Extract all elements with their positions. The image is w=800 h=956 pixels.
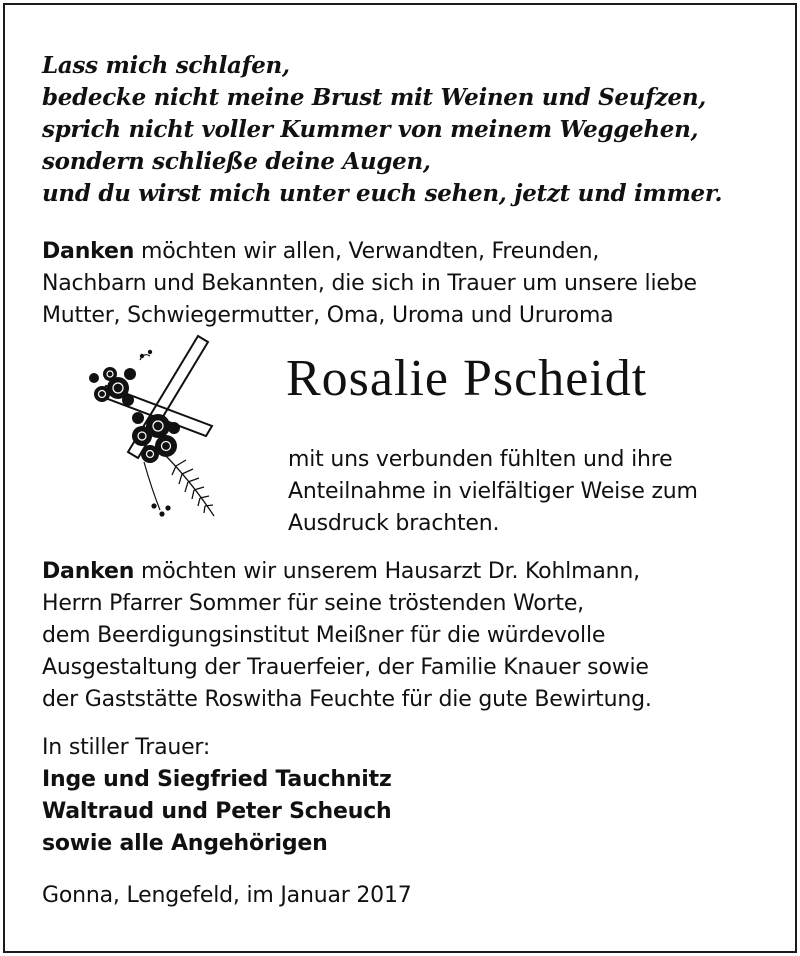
intro-line: Mutter, Schwiegermutter, Oma, Uroma und Ururoma	[42, 303, 614, 328]
mourners-block	[42, 732, 392, 860]
thanks-line: dem Beerdigungsinstitut Meißner für die würdevolle	[42, 623, 606, 648]
intro-line-text: möchten wir allen, Verwandten, Freunden,	[134, 239, 600, 264]
thanks-lead: Danken	[42, 559, 135, 584]
mid-line: Ausdruck brachten.	[288, 511, 500, 536]
mourner-name: Waltraud und Peter Scheuch	[42, 799, 392, 824]
mid-paragraph	[288, 444, 698, 540]
poem-line: Lass mich schlafen,	[42, 52, 290, 79]
poem	[42, 50, 762, 210]
thanks-line: der Gaststätte Roswitha Feuchte für die gute Bewirtung.	[42, 687, 652, 712]
poem-line: sondern schließe deine Augen,	[42, 148, 431, 175]
cross-with-roses-icon	[80, 330, 230, 530]
thanks-line	[42, 556, 652, 588]
thanks-paragraph	[42, 556, 652, 716]
mid-line: Anteilnahme in vielfältiger Weise zum	[288, 479, 698, 504]
poem-line: sprich nicht voller Kummer von meinem Weggehen,	[42, 116, 699, 143]
intro-paragraph	[42, 236, 697, 332]
poem-line: bedecke nicht meine Brust mit Weinen und Seufzen,	[42, 84, 706, 111]
place-date: Gonna, Lengefeld, im Januar 2017	[42, 883, 412, 908]
thanks-line-text: möchten wir unserem Hausarzt Dr. Kohlmann,	[134, 559, 640, 584]
mid-line: mit uns verbunden fühlten und ihre	[288, 447, 673, 472]
mourners-heading: In stiller Trauer:	[42, 735, 211, 760]
poem-line: und du wirst mich unter euch sehen, jetzt und immer.	[42, 180, 723, 207]
intro-line: Nachbarn und Bekannten, die sich in Trauer um unsere liebe	[42, 271, 697, 296]
intro-line	[42, 236, 697, 268]
mourner-name: sowie alle Angehörigen	[42, 831, 328, 856]
thanks-line: Ausgestaltung der Trauerfeier, der Familie Knauer sowie	[42, 655, 649, 680]
mourner-name: Inge und Siegfried Tauchnitz	[42, 767, 392, 792]
intro-lead: Danken	[42, 239, 135, 264]
thanks-line: Herrn Pfarrer Sommer für seine tröstenden Worte,	[42, 591, 584, 616]
deceased-name: Rosalie Pscheidt	[286, 350, 648, 407]
